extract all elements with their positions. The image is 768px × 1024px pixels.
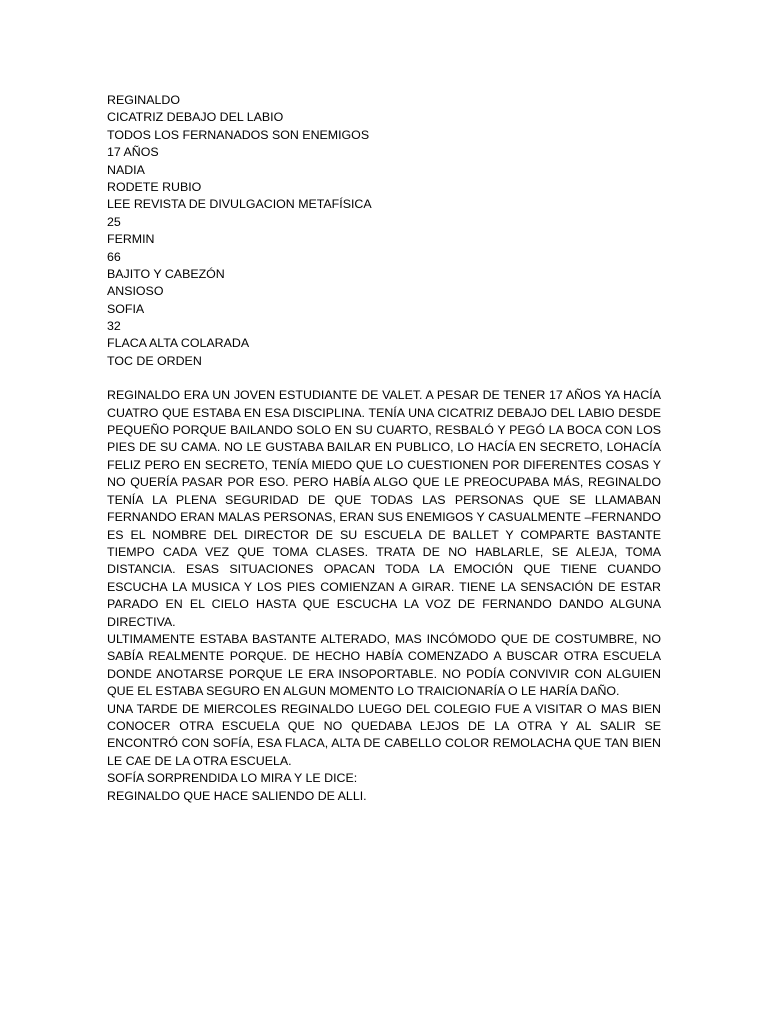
note-line: ANSIOSO	[107, 284, 164, 299]
note-line: SOFIA	[107, 301, 145, 316]
note-line: 17 AÑOS	[107, 145, 159, 160]
story-paragraph: ULTIMAMENTE ESTABA BASTANTE ALTERADO, MAS INCÓMODO QUE DE COSTUMBRE, NO SABÍA REALMENTE PORQUE. DE HECHO HABÍA COMENZADO A BUSCAR OTRA ESCUELA DONDE ANOTARSE PORQUE LE ERA INSOPORTABLE. NO PODÍA CONVIVIR CON ALGUIEN QUE EL ESTABA SEGURO EN ALGUN MOMENTO LO TRAICIONARÍA O LE HARÍA DAÑO.	[107, 631, 661, 699]
note-line: RODETE RUBIO	[107, 179, 202, 194]
note-line: 32	[107, 319, 121, 334]
story-body	[107, 387, 661, 805]
note-line: TODOS LOS FERNANADOS SON ENEMIGOS	[107, 127, 370, 142]
note-line: NADIA	[107, 162, 145, 177]
story-paragraph: REGINALDO QUE HACE SALIENDO DE ALLI.	[107, 788, 367, 803]
note-line: FERMIN	[107, 232, 155, 247]
note-line: CICATRIZ DEBAJO DEL LABIO	[107, 110, 284, 125]
note-line: 25	[107, 214, 121, 229]
note-line: TOC DE ORDEN	[107, 353, 202, 368]
note-line: BAJITO Y CABEZÓN	[107, 266, 225, 281]
note-line: LEE REVISTA DE DIVULGACION METAFÍSICA	[107, 197, 372, 212]
note-line: REGINALDO	[107, 93, 180, 107]
note-line: 66	[107, 249, 121, 264]
note-line: FLACA ALTA COLARADA	[107, 336, 250, 351]
character-notes	[107, 92, 661, 370]
story-paragraph: REGINALDO ERA UN JOVEN ESTUDIANTE DE VALET. A PESAR DE TENER 17 AÑOS YA HACÍA CUATRO QUE ESTABA EN ESA DISCIPLINA. TENÍA UNA CICATRIZ DEBAJO DEL LABIO DESDE PEQUEÑO PORQUE BAILANDO SOLO EN SU CUARTO, RESBALÓ Y PEGÓ LA BOCA CON LOS PIES DE SU CAMA. NO LE GUSTABA BAILAR EN PUBLICO, LO HACÍA EN SECRETO, LOHACÍA FELIZ PERO EN SECRETO, TENÍA MIEDO QUE LO CUESTIONEN POR DIFERENTES COSAS Y NO QUERÍA PASAR POR ESO. PERO HABÍA ALGO QUE LE PREOCUPABA MÁS, REGINALDO TENÍA LA PLENA SEGURIDAD DE QUE TODAS LAS PERSONAS QUE SE LLAMABAN FERNANDO ERAN MALAS PERSONAS, ERAN SUS ENEMIGOS Y CASUALMENTE –FERNANDO ES EL NOMBRE DEL DIRECTOR DE SU ESCUELA DE BALLET Y COMPARTE BASTANTE TIEMPO CADA VEZ QUE TOMA CLASES. TRATA DE NO HABLARLE, SE ALEJA, TOMA DISTANCIA. ESAS SITUACIONES OPACAN TODA LA EMOCIÓN QUE TIENE CUANDO ESCUCHA LA MUSICA Y LOS PIES COMIENZAN A GIRAR. TIENE LA SENSACIÓN DE ESTAR PARADO EN EL CIELO HASTA QUE ESCUCHA LA VOZ DE FERNANDO DANDO ALGUNA DIRECTIVA.	[107, 388, 661, 629]
story-paragraph: UNA TARDE DE MIERCOLES REGINALDO LUEGO DEL COLEGIO FUE A VISITAR O MAS BIEN CONOCER OTRA ESCUELA QUE NO QUEDABA LEJOS DE LA OTRA Y AL SALIR SE ENCONTRÓ CON SOFÍA, ESA FLACA, ALTA DE CABELLO COLOR REMOLACHA QUE TAN BIEN LE CAE DE LA OTRA ESCUELA.	[107, 701, 661, 768]
story-paragraph: SOFÍA SORPRENDIDA LO MIRA Y LE DICE:	[107, 771, 358, 786]
document-page	[107, 92, 661, 805]
